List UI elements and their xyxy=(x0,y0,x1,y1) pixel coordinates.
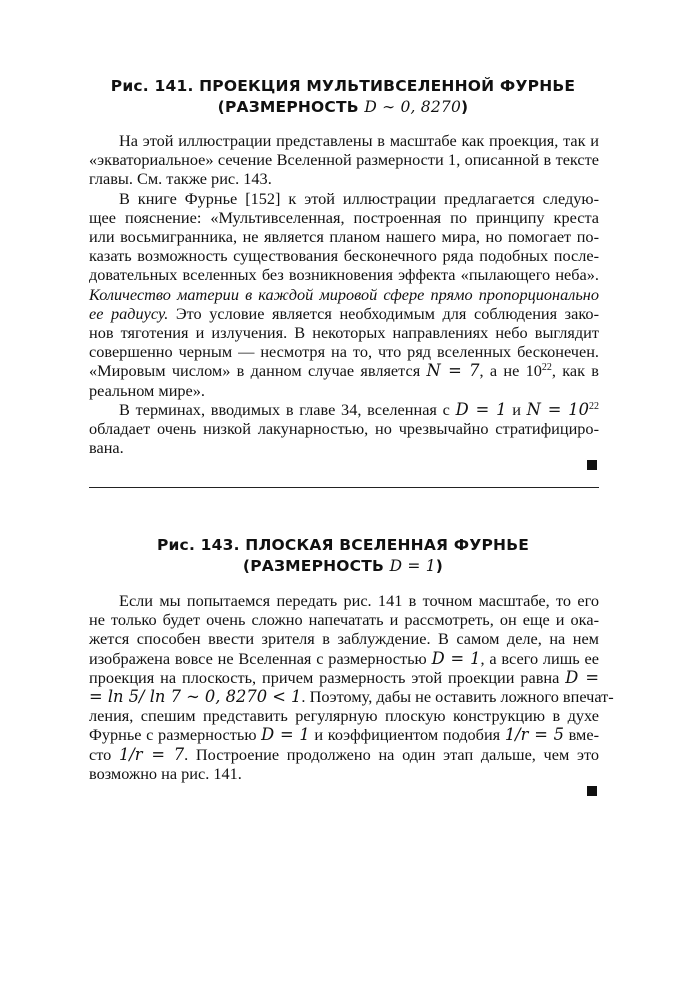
section-143-title xyxy=(88,535,598,577)
s2-line-10: возможно на рис. 141. xyxy=(89,763,242,783)
section-141-title xyxy=(88,76,598,118)
p3-line-1: В терминах, вводимых в главе 34, вселенная с D = 1 и $N = 10^{22}$ xyxy=(119,399,599,419)
p1-line-3: главы. См. также рис. 143. xyxy=(89,169,272,189)
s2-line-6: = ln 5/ ln 7 ∼ 0, 8270 < 1. Поэтому, дабы не оставить ложного впечат- xyxy=(89,687,614,707)
p2-line-6: Количество материи в каждой мировой сфере прямо пропорционально xyxy=(89,284,599,304)
paragraph-143-text xyxy=(89,591,614,783)
p2-line-5: довательных вселенных без возникновения эффекта «пылающего неба». xyxy=(89,265,599,285)
title-line-2: (РАЗМЕРНОСТЬ D ∼ 0, 8270) xyxy=(217,98,469,116)
p2-line-10: «Мировым числом» в данном случае является N = 7, а не $10^{22}$, как в xyxy=(89,361,599,381)
s2-line-8: Фурнье с размерностью D = 1 и коэффициентом подобия 1/r = 5 вме- xyxy=(89,725,599,745)
section-divider xyxy=(89,487,599,488)
p2-line-9: совершенно черным — несмотря на то, что ряд вселенных бесконечен. xyxy=(89,342,599,362)
s2-line-5: проекция на плоскость, причем размерность этой проекции равна D = xyxy=(89,667,600,687)
dimension-formula: D ∼ 0, 8270 xyxy=(364,98,462,116)
title-line-1: Рис. 141. ПРОЕКЦИЯ МУЛЬТИВСЕЛЕННОЙ ФУРНЬЕ xyxy=(110,77,576,95)
p2-line-11: реальном мире». xyxy=(89,380,205,400)
s2-line-1: Если мы попытаемся передать рис. 141 в точном масштабе, то его xyxy=(119,591,599,610)
s2-line-7: ления, спешим представить регулярную плоскую конструкцию в духе xyxy=(89,706,599,726)
p2-line-2: щее пояснение: «Мультивселенная, построенная по принципу креста xyxy=(89,207,599,227)
p2-line-1: В книге Фурнье [152] к этой иллюстрации предлагается следую- xyxy=(119,188,599,208)
p1-line-1: На этой иллюстрации представлены в масштабе как проекция, так и xyxy=(119,131,599,150)
p2-line-4: казать возможность существования бесконечного ряда подобных после- xyxy=(89,246,599,266)
s2-line-4: изображена вовсе не Вселенная с размерностью D = 1, а всего лишь ее xyxy=(89,648,599,668)
p3-line-2: обладает очень низкой лакунарностью, но чрезвычайно стратифициро- xyxy=(89,419,599,439)
title-line-2: (РАЗМЕРНОСТЬ D = 1) xyxy=(242,557,444,575)
p2-line-3: или восьмигранника, не является планом нашего мира, но помогает по- xyxy=(89,227,599,247)
dimension-formula: D = 1 xyxy=(389,557,436,575)
paragraph-141-text xyxy=(89,131,599,457)
s2-line-9: сто 1/r = 7. Построение продолжено на один этап дальше, чем это xyxy=(89,744,599,764)
end-of-section-mark xyxy=(587,786,597,796)
p2-line-7: ее радиусу. Это условие является необходимым для соблюдения зако- xyxy=(89,303,599,323)
s2-line-2: не только будет очень сложно напечатать и рассмотреть, он еще и ока- xyxy=(89,610,599,630)
s2-line-3: жется способен ввести зрителя в заблуждение. В самом деле, на нем xyxy=(89,629,599,649)
p2-line-8: нов тяготения и излучения. В некоторых направлениях небо выглядит xyxy=(89,323,599,343)
title-line-1: Рис. 143. ПЛОСКАЯ ВСЕЛЕННАЯ ФУРНЬЕ xyxy=(156,536,530,554)
end-of-section-mark xyxy=(587,460,597,470)
p3-line-3: вана. xyxy=(89,438,124,458)
p1-line-2: «экваториальное» сечение Вселенной размерности 1, описанной в тексте xyxy=(89,150,599,170)
